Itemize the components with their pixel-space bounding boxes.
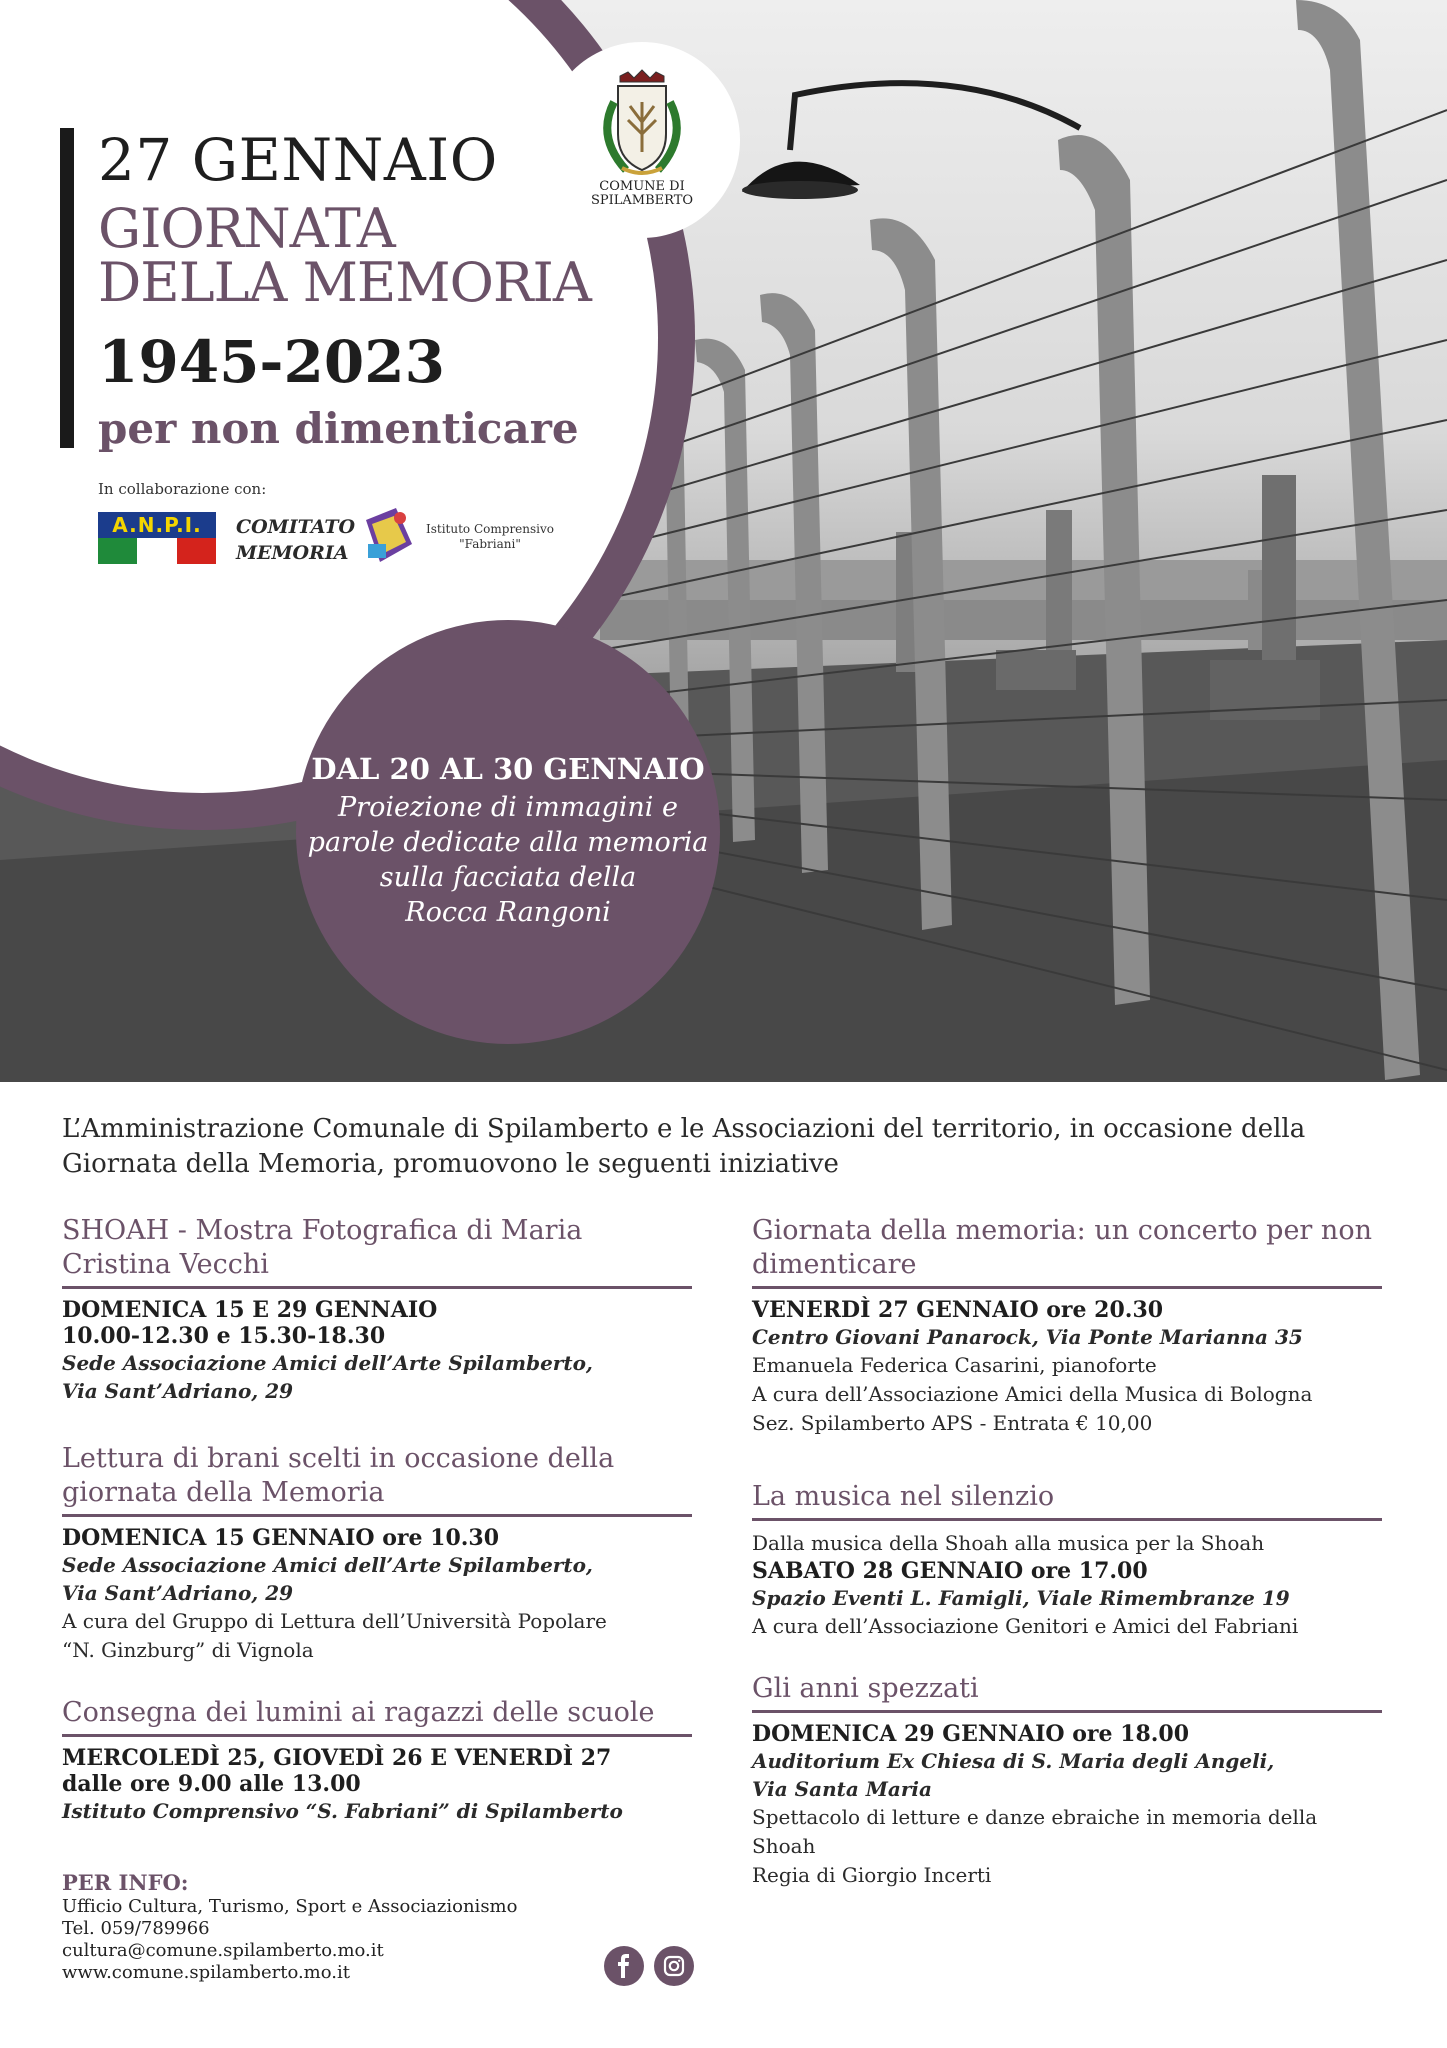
- page-title: [98, 197, 591, 314]
- event-lettura: [62, 1442, 692, 1665]
- event-place: Sede Associazione Amici dell’Arte Spilamberto,: [62, 1553, 593, 1577]
- projection-description: [296, 790, 720, 930]
- istituto-line1: Istituto Comprensivo: [426, 522, 555, 536]
- event-title: SHOAH - Mostra Fotografica di Maria Cristina Vecchi: [62, 1214, 692, 1289]
- event-time: 10.00-12.30 e 15.30-18.30: [62, 1323, 386, 1349]
- event-place: Auditorium Ex Chiesa di S. Maria degli Angeli,: [752, 1749, 1275, 1773]
- crest-line2: SPILAMBERTO: [590, 193, 694, 208]
- title-bar: [60, 128, 74, 448]
- facebook-button[interactable]: [604, 1946, 644, 1986]
- projection-line1: Proiezione di immagini e: [338, 792, 678, 823]
- event-anni-spezzati: [752, 1672, 1382, 1890]
- event-note: Regia di Giorgio Incerti: [752, 1863, 992, 1887]
- lamp-icon: [742, 83, 1080, 199]
- info-block: [62, 1896, 517, 1984]
- collab-label: In collaborazione con:: [98, 480, 267, 498]
- info-website[interactable]: www.comune.spilamberto.mo.it: [62, 1962, 350, 1983]
- event-note: A cura del Gruppo di Lettura dell’Università Popolare: [62, 1609, 607, 1633]
- event-title: Gli anni spezzati: [752, 1672, 1382, 1713]
- italian-flag-icon: [98, 538, 216, 564]
- comitato-memoria-logo: [236, 514, 355, 566]
- event-date: DOMENICA 29 GENNAIO ore 18.00: [752, 1721, 1190, 1747]
- date-heading: 27 GENNAIO: [98, 126, 498, 194]
- event-mostra: [62, 1214, 692, 1405]
- event-place: Istituto Comprensivo “S. Fabriani” di Spilamberto: [62, 1799, 623, 1823]
- event-date: SABATO 28 GENNAIO ore 17.00: [752, 1558, 1148, 1584]
- event-note: Emanuela Federica Casarini, pianoforte: [752, 1353, 1157, 1377]
- event-note: A cura dell’Associazione Genitori e Amici del Fabriani: [752, 1614, 1299, 1638]
- title-line1: GIORNATA: [98, 197, 395, 260]
- event-date: MERCOLEDÌ 25, GIOVEDÌ 26 E VENERDÌ 27: [62, 1745, 612, 1771]
- event-title: Consegna dei lumini ai ragazzi delle scuole: [62, 1696, 692, 1737]
- event-lumini: [62, 1696, 692, 1825]
- istituto-line2: "Fabriani": [459, 537, 521, 551]
- event-title: La musica nel silenzio: [752, 1480, 1382, 1521]
- comitato-line1: COMITATO: [236, 516, 356, 538]
- event-time: dalle ore 9.00 alle 13.00: [62, 1771, 361, 1797]
- crest-line1: COMUNE DI: [599, 179, 685, 194]
- projection-line3: sulla facciata della: [379, 862, 637, 893]
- istituto-logo-text: [426, 522, 554, 552]
- anpi-logo-text: A.N.P.I.: [98, 512, 216, 538]
- tagline: per non dimenticare: [98, 404, 579, 453]
- event-address: Via Santa Maria: [752, 1777, 932, 1801]
- comitato-line2: MEMORIA: [236, 542, 349, 564]
- years-heading: 1945-2023: [98, 328, 445, 396]
- instagram-button[interactable]: [654, 1946, 694, 1986]
- event-concerto: [752, 1214, 1382, 1438]
- event-place: Centro Giovani Panarock, Via Ponte Marianna 35: [752, 1325, 1303, 1349]
- event-subtitle: Dalla musica della Shoah alla musica per la Shoah: [752, 1531, 1265, 1555]
- event-date: DOMENICA 15 GENNAIO ore 10.30: [62, 1525, 500, 1551]
- event-date: DOMENICA 15 E 29 GENNAIO: [62, 1297, 438, 1323]
- intro-paragraph: L’Amministrazione Comunale di Spilamberto e le Associazioni del territorio, in occasione della Giornata della Memoria, promuovono le seguenti iniziative: [62, 1114, 1306, 1179]
- facebook-icon: [604, 1946, 644, 1986]
- title-line2: DELLA MEMORIA: [98, 251, 591, 314]
- event-note: A cura dell’Associazione Amici della Musica di Bologna: [752, 1382, 1313, 1406]
- event-address: Via Sant’Adriano, 29: [62, 1379, 294, 1403]
- anpi-logo: [98, 512, 216, 564]
- istituto-logo-icon: [360, 504, 416, 566]
- event-title: Giornata della memoria: un concerto per non dimenticare: [752, 1214, 1382, 1289]
- info-heading: PER INFO:: [62, 1870, 189, 1895]
- event-date: VENERDÌ 27 GENNAIO ore 20.30: [752, 1297, 1164, 1323]
- event-musica-silenzio: [752, 1480, 1382, 1641]
- event-address: Via Sant’Adriano, 29: [62, 1581, 294, 1605]
- projection-title: DAL 20 AL 30 GENNAIO: [311, 752, 705, 786]
- projection-line4: Rocca Rangoni: [405, 897, 611, 928]
- event-place: Spazio Eventi L. Famigli, Viale Rimembranze 19: [752, 1586, 1290, 1610]
- event-place: Sede Associazione Amici dell’Arte Spilamberto,: [62, 1351, 593, 1375]
- event-title: Lettura di brani scelti in occasione della giornata della Memoria: [62, 1442, 692, 1517]
- info-phone: Tel. 059/789966: [62, 1918, 210, 1939]
- instagram-icon: [654, 1946, 694, 1986]
- event-note: Spettacolo di letture e danze ebraiche in memoria della Shoah: [752, 1805, 1318, 1858]
- event-note: “N. Ginzburg” di Vignola: [62, 1638, 314, 1662]
- projection-line2: parole dedicate alla memoria: [307, 827, 709, 858]
- info-email[interactable]: cultura@comune.spilamberto.mo.it: [62, 1940, 384, 1961]
- info-office: Ufficio Cultura, Turismo, Sport e Associazionismo: [62, 1896, 518, 1917]
- event-note: Sez. Spilamberto APS - Entrata € 10,00: [752, 1411, 1153, 1435]
